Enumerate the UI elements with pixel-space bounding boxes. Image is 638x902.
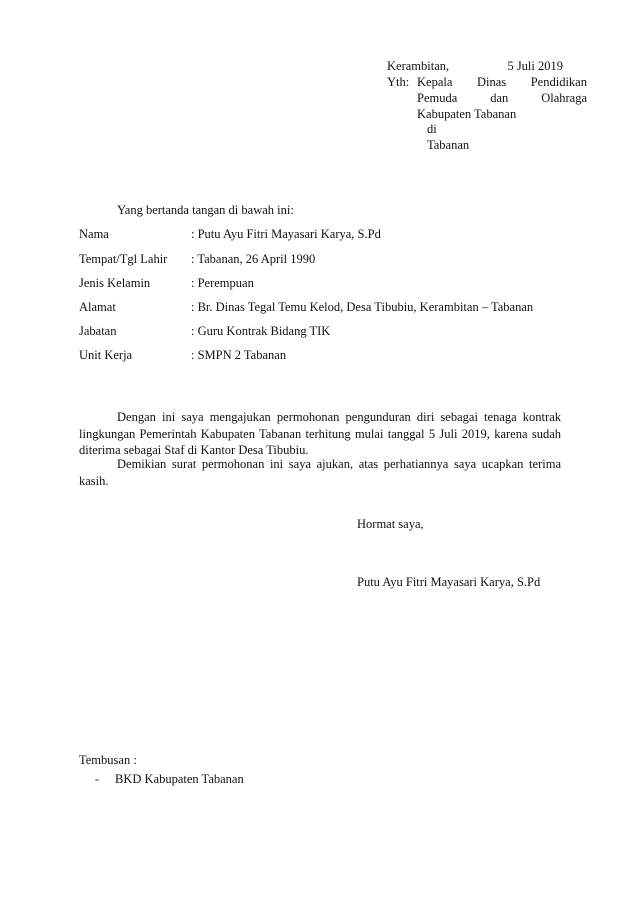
recipient-word: Kepala [417, 75, 453, 89]
recipient-line-5: Tabanan [427, 138, 470, 152]
recipient-line-2 [417, 90, 587, 106]
field-label-position: Jabatan [79, 324, 117, 338]
cc-bullet: - [94, 772, 100, 786]
field-value-birth: : Tabanan, 26 April 1990 [191, 252, 316, 266]
closing-salutation: Hormat saya, [357, 517, 424, 531]
recipient-line-4: di [427, 122, 437, 136]
field-label-gender: Jenis Kelamin [79, 276, 151, 290]
field-value-position: : Guru Kontrak Bidang TIK [191, 324, 331, 338]
recipient-word: Pemuda [417, 91, 458, 105]
recipient-word: Dinas [476, 75, 507, 89]
place-text: Kerambitan, [387, 59, 450, 73]
recipient-line-3: Kabupaten Tabanan [417, 107, 517, 121]
recipient-word: dan [490, 91, 509, 105]
yth-label: Yth: [387, 75, 410, 89]
field-value-work-unit: : SMPN 2 Tabanan [191, 348, 287, 362]
field-value-address: : Br. Dinas Tegal Temu Kelod, Desa Tibubiu, Kerambitan – Tabanan [191, 300, 534, 314]
cc-label: Tembusan : [79, 753, 137, 767]
recipient-word: Olahraga [541, 91, 587, 105]
recipient-word: Pendidikan [530, 75, 587, 89]
field-label-birth: Tempat/Tgl Lahir [79, 252, 168, 266]
field-label-work-unit: Unit Kerja [79, 348, 133, 362]
signer-name: Putu Ayu Fitri Mayasari Karya, S.Pd [357, 575, 541, 589]
place-date-line [387, 58, 563, 74]
field-label-nama: Nama [79, 227, 109, 241]
field-value-nama: : Putu Ayu Fitri Mayasari Karya, S.Pd [191, 227, 381, 241]
cc-list-item [79, 771, 244, 787]
field-value-gender: : Perempuan [191, 276, 254, 290]
cc-item-text: BKD Kabupaten Tabanan [115, 772, 244, 786]
body-paragraph-request: Dengan ini saya mengajukan permohonan pengunduran diri sebagai tenaga kontrak lingkungan Pemerintah Kabupaten Tabanan terhitung mulai tanggal 5 Juli 2019, karena sudah diterima sebagai Staf di Kantor Desa Tibubiu. [79, 410, 561, 458]
date-text: 5 Juli 2019 [507, 59, 563, 73]
opening-sentence: Yang bertanda tangan di bawah ini: [117, 203, 294, 217]
body-paragraph-closing: Demikian surat permohonan ini saya ajukan, atas perhatiannya saya ucapkan terima kasih. [79, 457, 561, 488]
recipient-line-1 [417, 74, 587, 90]
field-label-address: Alamat [79, 300, 116, 314]
